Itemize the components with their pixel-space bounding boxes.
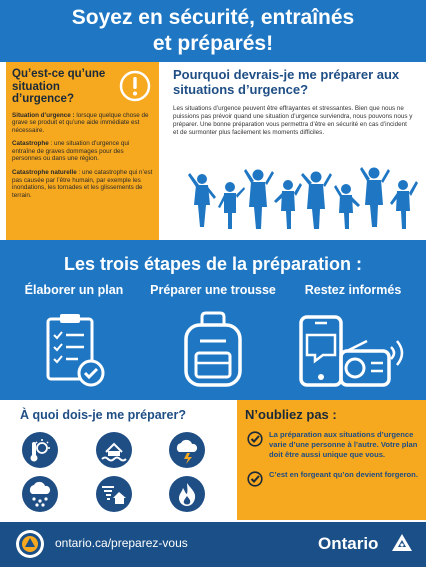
thunderstorm-icon [169, 432, 205, 468]
step-informed [283, 283, 423, 389]
definition-natural-catastrophe: Catastrophe naturelle : une catastrophe qui n’est pas causée par l’être humain, par exemple les inondations, les tornades et les glissements de terrain. [12, 169, 153, 199]
step-kit-label: Préparer une trousse [150, 283, 276, 297]
definition-catastrophe: Catastrophe : une situation d’urgence qui entraîne de graves dommages pour des personnes ou dans une région. [12, 140, 130, 163]
definition-emergency: Situation d’urgence : lorsque quelque chose de grave se produit et qu’une aide immédiate est nécessaire. [12, 111, 149, 134]
trillium-logo-icon [391, 533, 413, 555]
tip-item: La préparation aux situations d’urgence varie d’une personne à l’autre. Votre plan doit être aussi unique que vous. [245, 430, 418, 460]
why-heading: Pourquoi devrais-je me préparer aux situations d’urgence? [173, 67, 400, 97]
step-plan [4, 283, 144, 389]
footer-url-link[interactable]: ontario.ca/preparez-vous [55, 536, 188, 550]
header-banner [0, 0, 426, 62]
emergency-definition-panel [6, 62, 159, 240]
flood-icon [96, 432, 132, 468]
backpack-icon [178, 311, 248, 389]
step-kit [143, 283, 283, 389]
why-prepare-panel [163, 62, 426, 240]
remember-panel [237, 400, 426, 520]
what-to-prepare-panel [6, 400, 234, 520]
step-informed-label: Restez informés [304, 283, 402, 297]
three-steps-panel [0, 240, 426, 400]
snowstorm-icon [22, 476, 58, 512]
hazards-heading: À quoi dois-je me préparer? [20, 408, 187, 422]
check-circle-icon [247, 471, 263, 487]
why-body: Les situations d’urgence peuvent être effrayantes et stressantes. Bien que nous ne puissions pas prévoir quand une situation d’urgence surviendra, nous pouvons nous y préparer. Une bonne préparation vous permettra d’être en sécurité en cas d’incident et de surmonter plus facilement les moments difficiles. [173, 105, 413, 136]
footer [0, 522, 426, 567]
check-circle-icon [247, 431, 263, 447]
remember-heading: N’oubliez pas : [245, 407, 337, 422]
phone-radio-icon [293, 311, 413, 389]
page-title: Soyez en sécurité, entraînés et préparés! [71, 6, 355, 55]
fire-icon [169, 476, 205, 512]
tornado-house-icon [96, 476, 132, 512]
steps-heading: Les trois étapes de la préparation : [63, 254, 363, 274]
checklist-icon [42, 311, 106, 389]
emergency-heading: Qu’est-ce qu’une situation d’urgence? [12, 68, 106, 105]
people-silhouettes-illustration [188, 167, 418, 232]
emergency-management-seal-icon [15, 529, 45, 559]
ontario-wordmark: Ontario [318, 534, 379, 553]
step-plan-label: Élaborer un plan [24, 283, 124, 297]
tip-item: C’est en forgeant qu’on devient forgeron. [245, 470, 418, 480]
exclamation-icon [119, 70, 151, 102]
extreme-temperature-icon [22, 432, 58, 468]
